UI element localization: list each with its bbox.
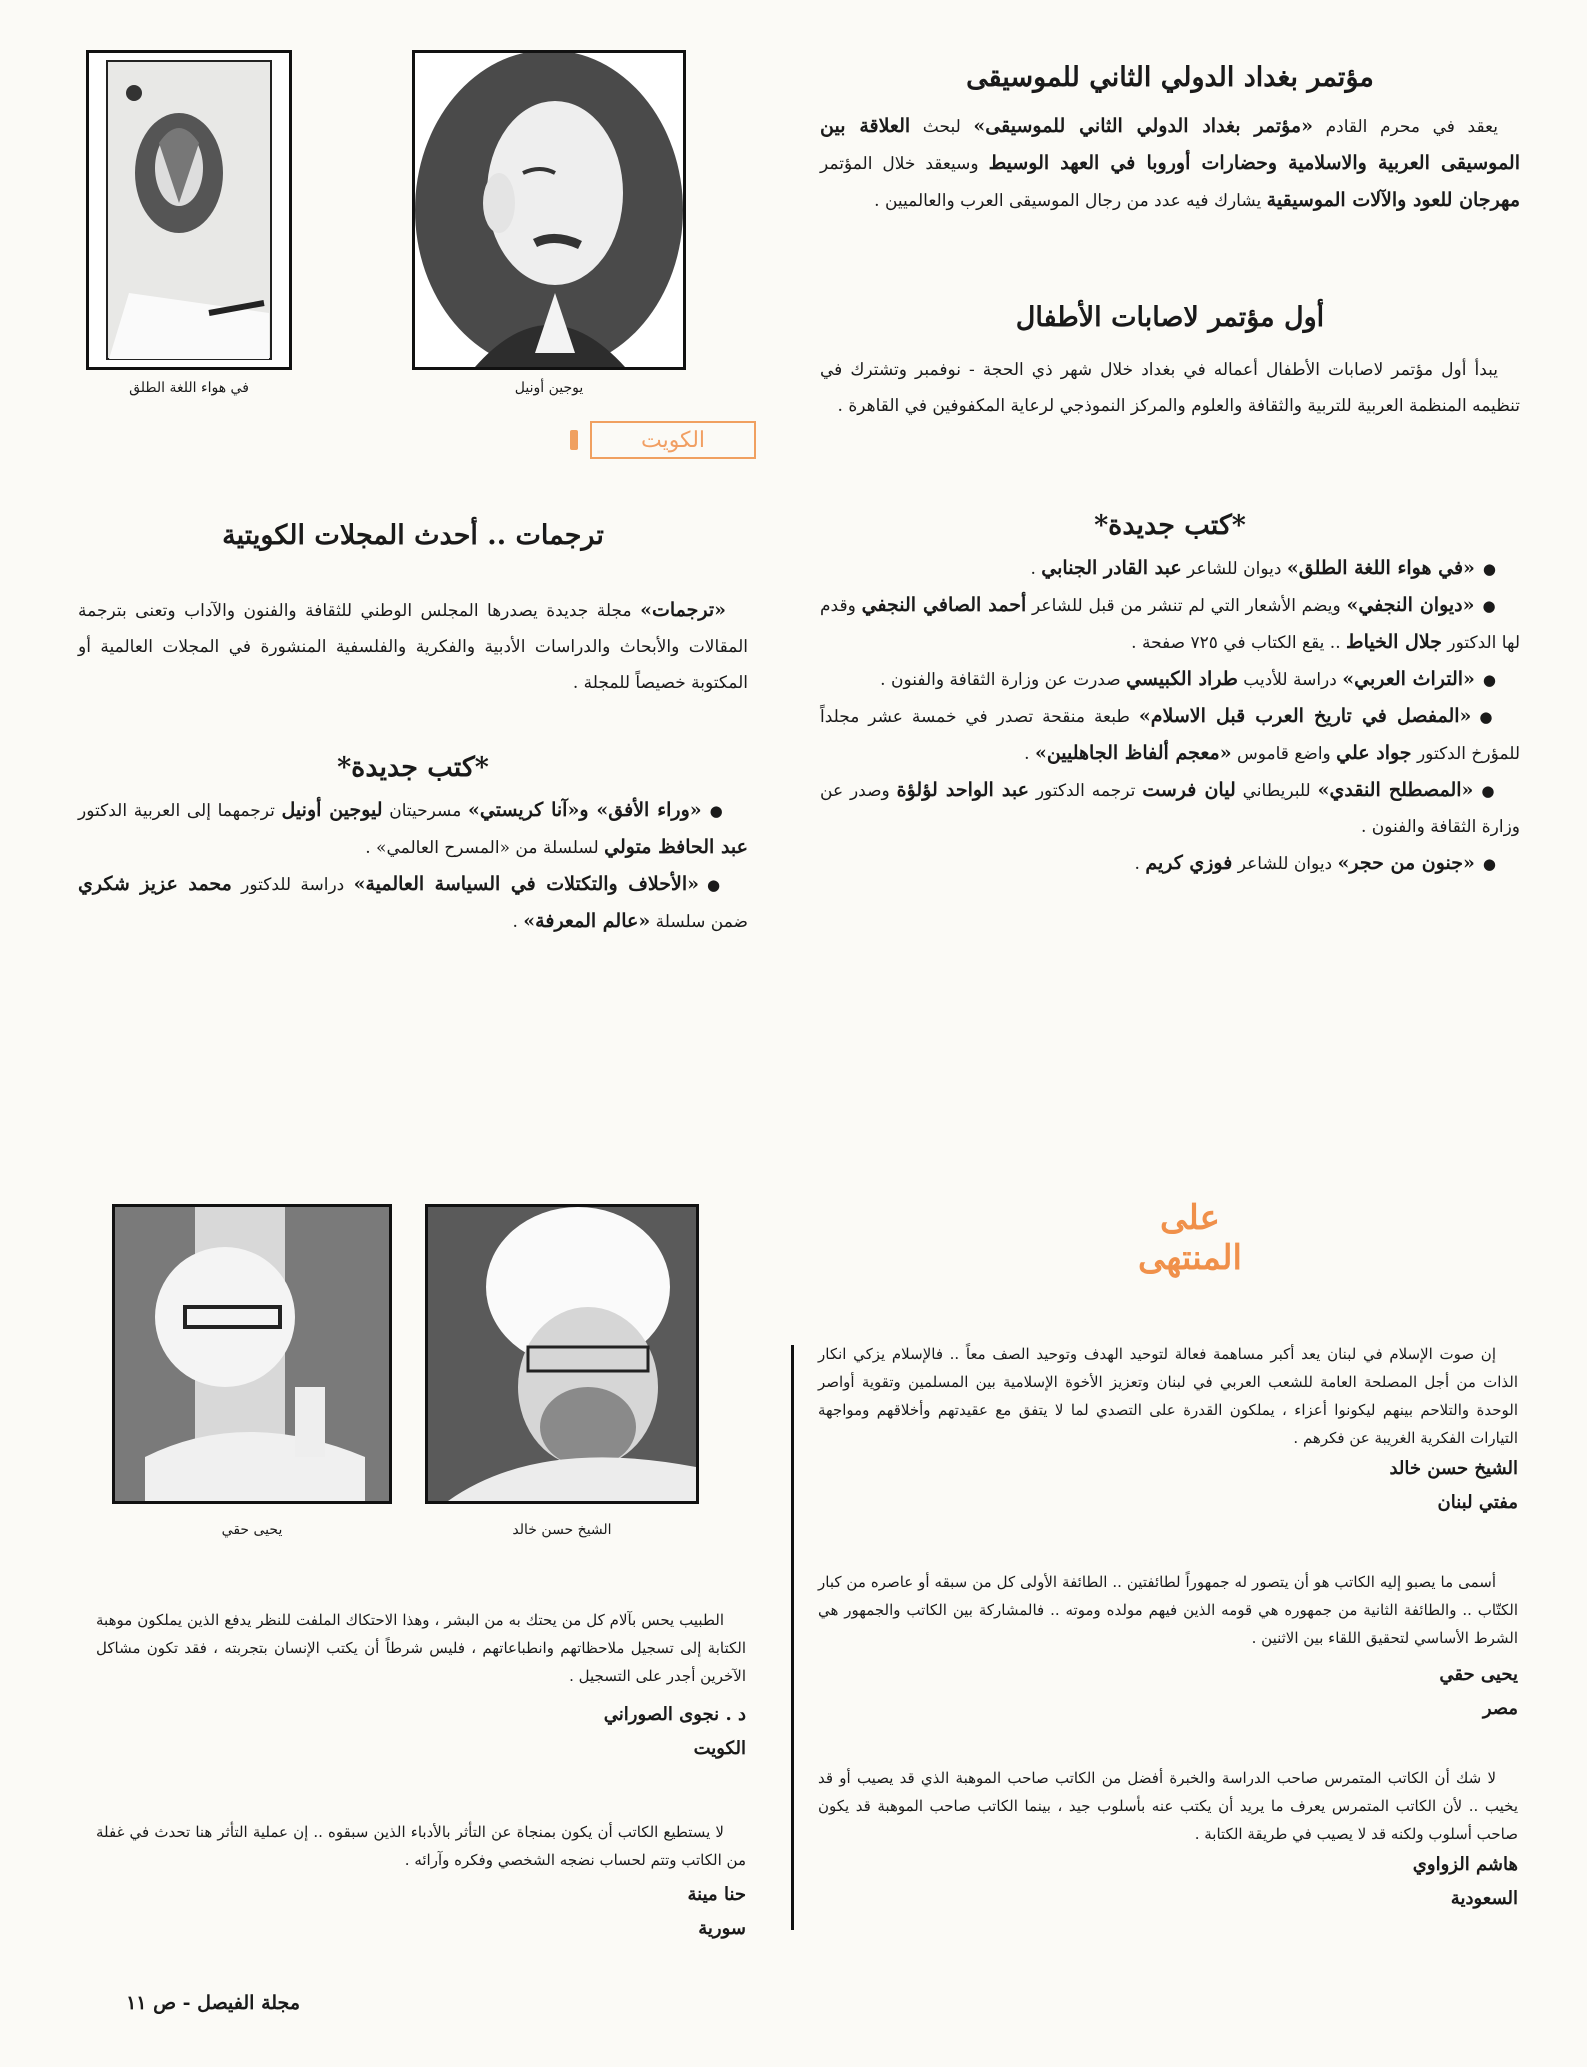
quote-place: الكويت [693, 1738, 746, 1759]
quote-author: يحيى حقي [1439, 1664, 1518, 1685]
article-body: يبدأ أول مؤتمر لاصابات الأطفال أعماله في بغداد خلال شهر ذي الحجة - نوفمبر وتشترك في تنظيمه المنظمة العربية للتربية والثقافة والعلوم والمركز النموذجي لرعاية المكفوفين في القاهرة . [820, 360, 1520, 417]
quote-text: أسمى ما يصبو إليه الكاتب هو أن يتصور له جمهوراً لطائفتين .. الطائفة الأولى كل من سبقه أو عاصره من كبار الكتّاب .. والطائفة الثانية من جمهوره هي قومه الذين فيهم مولده وموته .. فالمشاركة بين الكاتب والجمهور هي الشرط الأساسي لتحقيق اللقاء بين الاثنين . [818, 1573, 1518, 1647]
article-children-injuries [820, 302, 1520, 424]
quote-yahya-haqqi [818, 1568, 1518, 1726]
text-run: وصدر عن وزارة الثقافة والفنون . [820, 781, 1520, 838]
article-body [78, 592, 748, 701]
section-tag-marker-icon [570, 430, 578, 450]
quote-author: د . نجوى الصوراني [603, 1704, 746, 1725]
text-run: طبعة منقحة تصدر في خمسة عشر مجلداً للمؤرخ الدكتور [820, 707, 1520, 765]
text-run: وقدم لها الدكتور [820, 596, 1520, 654]
text-run: لسلسلة من «المسرح العالمي» . [365, 838, 605, 859]
quote-hashim-zawawi [818, 1764, 1518, 1916]
photo-yahya-haqqi [112, 1204, 392, 1504]
quote-author: هاشم الزواوي [1412, 1854, 1518, 1875]
bold-term: «الأحلاف والتكتلات في السياسة العالمية» [353, 873, 699, 896]
portrait-image [428, 1207, 696, 1501]
book-list [78, 792, 748, 940]
text-run: وسيعقد خلال المؤتمر [820, 154, 989, 175]
bold-term: جلال الخياط [1346, 631, 1442, 654]
artwork-illustration [89, 53, 289, 367]
bold-term: «ترجمات» [640, 599, 726, 622]
text-run: يعقد في محرم القادم [1312, 117, 1498, 138]
text-run: مسرحيتان [382, 801, 469, 822]
bold-term: مهرجان للعود والآلات الموسيقية [1266, 189, 1520, 212]
photo-caption: في هواء اللغة الطلق [129, 380, 249, 396]
section-tag-kuwait [590, 421, 756, 459]
text-run: للبريطاني [1235, 781, 1318, 802]
bold-term: «جنون من حجر» [1337, 852, 1475, 875]
article-body [820, 108, 1520, 219]
new-books-right [820, 510, 1520, 882]
bold-term: «في هواء اللغة الطلق» [1286, 557, 1475, 580]
bold-term: محمد عزيز شكري [78, 873, 232, 896]
portrait-image [415, 53, 683, 367]
quote-place: مفتي لبنان [1437, 1492, 1518, 1513]
bold-term: عبد القادر الجنابي [1041, 557, 1182, 580]
book-list-item [820, 661, 1520, 698]
photo-caption: يحيى حقي [221, 1522, 283, 1538]
bold-term: «وراء الأفق» و«آنا كريستي» [468, 799, 702, 822]
article-title: أول مؤتمر لاصابات الأطفال [1015, 302, 1325, 333]
bold-term: عبد الواحد لؤلؤة [896, 779, 1029, 802]
page-footer: مجلة الفيصل - ص ١١ [126, 1992, 300, 2014]
quote-najwa-sourani [96, 1606, 746, 1766]
article-title: مؤتمر بغداد الدولي الثاني للموسيقى [966, 62, 1374, 93]
text-run: ديوان للشاعر [1232, 854, 1338, 875]
photo-sheikh-hassan-khaled [425, 1204, 699, 1504]
bold-term: فوزي كريم [1145, 852, 1233, 875]
book-list-item [820, 698, 1520, 772]
bold-term: أحمد الصافي النجفي [861, 594, 1027, 617]
text-run: ديوان للشاعر [1181, 559, 1287, 580]
bold-term: «ديوان النجفي» [1346, 594, 1475, 617]
quote-hassan-khaled [818, 1340, 1518, 1520]
bold-term: طراد الكبيسي [1126, 668, 1238, 691]
quote-author: الشيخ حسن خالد [1389, 1458, 1518, 1479]
photo-eugene-oneill [412, 50, 686, 370]
text-run: ترجمه الدكتور [1028, 781, 1143, 802]
text-run: مجلة جديدة يصدرها المجلس الوطني للثقافة والفنون والآداب وتعنى بترجمة المقالات والأبحاث والدراسات الأدبية والفكرية والفلسفية المنشورة في المجلات العالمية أو المكتوبة خصيصاً للمجلة . [78, 601, 748, 694]
section-title: *كتب جديدة* [1094, 510, 1246, 541]
book-list-item [78, 866, 748, 940]
quote-text: إن صوت الإسلام في لبنان يعد أكبر مساهمة فعالة لتوحيد الهدف وتوحيد الصف معاً .. فالإسلام يزكي انكار الذات من أجل المصلحة العامة للشعب العربي في لبنان وتعزيز الأخوة الإسلامية بين المسلمين وتقوية أواصر الوحدة والتلاحم بينهم ليكونوا أعزاء ، يملكون القدرة على التصدي لما لا يتفق مع عقيدتهم وأخلاقهم ومواجهة التيارات الفكرية الغريبة عن فكرهم . [818, 1345, 1518, 1447]
text-run: . [1030, 559, 1042, 580]
text-run: لبحث [910, 117, 974, 138]
bold-term: «التراث العربي» [1342, 668, 1475, 691]
quote-hanna-mina [96, 1818, 746, 1946]
bold-term: «المفصل في تاريخ العرب قبل الاسلام» [1138, 705, 1472, 728]
text-run: . [1134, 854, 1146, 875]
text-run: يشارك فيه عدد من رجال الموسيقى العرب والعالميين . [874, 191, 1267, 212]
bold-term: «عالم المعرفة» [523, 910, 651, 933]
article-tarjamat [78, 520, 748, 701]
book-list-item [820, 845, 1520, 882]
text-run: صدرت عن وزارة الثقافة والفنون . [880, 670, 1127, 691]
quote-text: لا يستطيع الكاتب أن يكون بمنجاة عن التأثر بالأدباء الذين سبقوه .. إن عملية التأثر هنا تحدث في غفلة من الكاتب وتتم لحساب نضجه الشخصي وفكره وآرائه . [96, 1823, 746, 1869]
bold-term: ليوجين أونيل [281, 799, 383, 822]
bold-term: «المصطلح النقدي» [1317, 779, 1474, 802]
quote-place: مصر [1482, 1698, 1518, 1719]
photo-artwork [86, 50, 292, 370]
section-title: *كتب جديدة* [337, 752, 489, 783]
text-run: ضمن سلسلة [650, 912, 748, 933]
book-list-item [820, 772, 1520, 845]
bold-term: العلاقة بين الموسيقى العربية والاسلامية وحضارات أوروبا في العهد الوسيط [820, 115, 1520, 175]
text-run: ويضم الأشعار التي لم تنشر من قبل للشاعر [1026, 596, 1347, 617]
book-list [820, 550, 1520, 882]
quote-text: الطبيب يحس بآلام كل من يحتك به من البشر ، وهذا الاحتكاك الملفت للنظر يدفع الذين يملكون موهبة الكتابة إلى تسجيل ملاحظاتهم وانطباعاتهم ، فليس شرطاً أن يكتب الإنسان بتجربته ، فقد تكون مشاكل الآخرين أجدر على التسجيل . [96, 1611, 746, 1685]
quote-place: سورية [698, 1918, 746, 1939]
text-run: . [1024, 744, 1035, 765]
book-list-item [820, 587, 1520, 661]
text-run: . [512, 912, 524, 933]
new-books-left [78, 752, 748, 940]
section-heading-ala-al-muntaha: على المنتهى [1138, 1198, 1242, 1278]
article-baghdad-music [820, 62, 1520, 219]
text-run: .. يقع الكتاب في ٧٢٥ صفحة . [1131, 633, 1347, 654]
bold-term: ليان فرست [1142, 779, 1236, 802]
bold-term: «مؤتمر بغداد الدولي الثاني للموسيقى» [973, 115, 1313, 138]
bold-term: عبد الحافظ متولي [604, 836, 748, 859]
portrait-image [115, 1207, 389, 1501]
bold-term: جواد علي [1336, 742, 1412, 765]
photo-caption: يوجين أونيل [514, 380, 584, 396]
column-divider [791, 1345, 794, 1930]
text-run: دراسة للدكتور [231, 875, 354, 896]
text-run: ترجمهما إلى العربية الدكتور [78, 801, 282, 822]
section-tag-label: الكويت [640, 427, 706, 453]
quote-place: السعودية [1450, 1888, 1518, 1909]
bold-term: «معجم ألفاظ الجاهليين» [1034, 742, 1232, 765]
quote-text: لا شك أن الكاتب المتمرس صاحب الدراسة والخبرة أفضل من الكاتب صاحب الموهبة الذي قد يصيب أو قد يخيب .. لأن الكاتب المتمرس يعرف ما يريد أن يكتب عنه بأسلوب جيد ، بينما الكاتب صاحب الموهبة قد يكون صاحب أسلوب ولكنه قد لا يصيب في طريقة الكتابة . [818, 1769, 1518, 1843]
book-list-item [78, 792, 748, 866]
article-title: ترجمات .. أحدث المجلات الكويتية [222, 520, 604, 551]
book-list-item [820, 550, 1520, 587]
photo-caption: الشيخ حسن خالد [512, 1522, 612, 1538]
quote-author: حنا مينة [687, 1884, 746, 1905]
text-run: دراسة للأديب [1237, 670, 1343, 691]
text-run: واضع قاموس [1231, 744, 1337, 765]
